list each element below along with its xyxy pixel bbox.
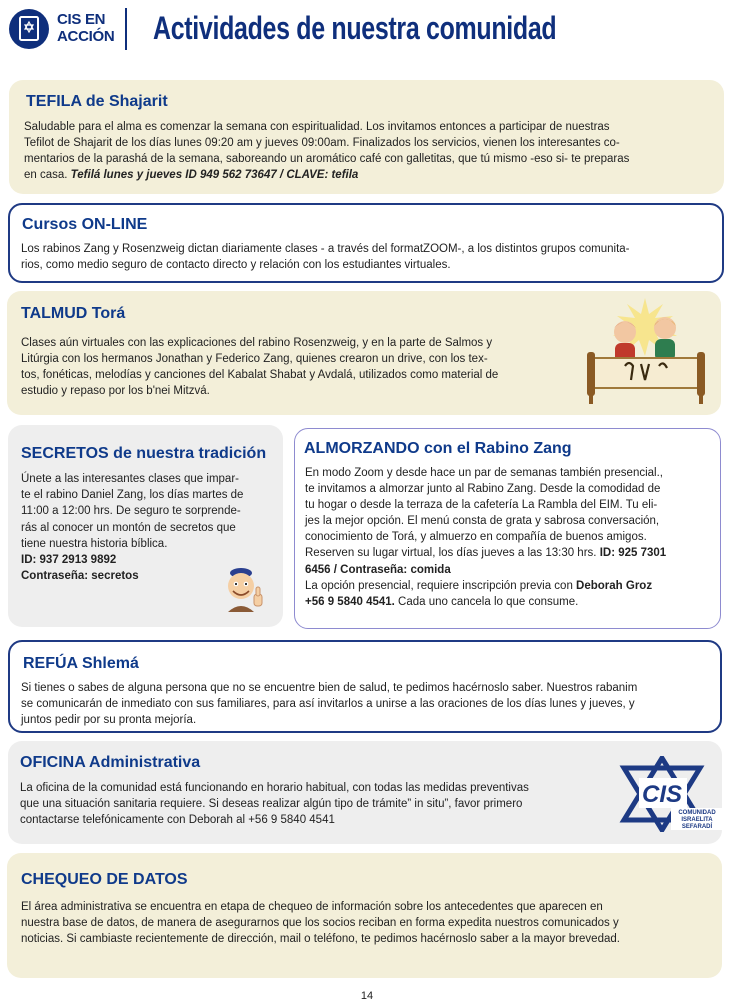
refua-line-3: juntos pedir por su pronta mejoría.	[21, 714, 197, 726]
talmud-title: TALMUD Torá	[21, 305, 126, 322]
page-title: Actividades de nuestra comunidad	[153, 10, 557, 46]
rabbi-thumbs-up-icon	[222, 564, 268, 614]
page-header	[0, 0, 733, 66]
chequeo-title: CHEQUEO DE DATOS	[21, 871, 188, 888]
talmud-line-4: estudio y repaso por los b'nei Mitzvá.	[21, 385, 210, 397]
secretos-card	[8, 425, 283, 627]
almorzando-line-2: te invitamos a almorzar junto al Rabino Zang. Desde la comodidad de	[305, 483, 661, 496]
cis-logo-sub-1: COMUNIDAD	[678, 810, 716, 816]
almorzando-contact-phone: +56 9 5840 4541.	[305, 595, 395, 608]
secretos-line-3: 11:00 a 12:00 hrs. De seguro te sorprende-	[21, 505, 241, 518]
almorzando-zoom-id: ID: 925 7301	[599, 547, 667, 560]
oficina-card	[8, 741, 722, 844]
cursos-text	[21, 241, 711, 273]
cis-logo-sub-2: ISRAELITA	[681, 817, 713, 823]
refua-line-2: se comunicarán de inmediato con sus familiares, para así invitarlos a unirse a las oraciones de los días lunes y jueves, y	[21, 698, 635, 710]
almorzando-line-9-plain: Cada uno cancela lo que consume.	[394, 595, 579, 608]
secretos-line-5: tiene nuestra historia bíblica.	[21, 537, 168, 550]
torah-children-illustration-icon	[585, 296, 707, 408]
oficina-text	[20, 780, 600, 828]
almorzando-password: 6456 / Contraseña: comida	[305, 563, 451, 576]
almorzando-contact-name: Deborah Groz	[576, 579, 653, 592]
cis-logo-sub-3: SEFARADÍ	[681, 824, 713, 830]
almorzando-line-9	[305, 594, 709, 610]
brand-line-2: ACCIÓN	[57, 28, 115, 45]
secretos-line-4: rás al conocer un montón de secretos que	[21, 521, 236, 534]
secretos-line-1: Únete a las interesantes clases que impar-	[21, 473, 239, 485]
tefila-zoom-id: Tefilá lunes y jueves ID 949 562 73647 / CLAVE: tefila	[70, 169, 359, 181]
refua-title: REFÚA Shlemá	[23, 655, 139, 672]
chequeo-line-1: El área administrativa se encuentra en etapa de chequeo de información sobre los antecedentes que aparecen en	[21, 901, 603, 913]
chequeo-text	[21, 899, 704, 947]
talmud-card	[7, 291, 721, 415]
oficina-line-2: que una situación sanitaria requiere. Si deseas realizar algún tipo de trámite” in situ”, favor primero	[20, 798, 523, 810]
tefila-card	[9, 80, 724, 194]
almorzando-title: ALMORZANDO con el Rabino Zang	[304, 440, 572, 457]
page-number: 14	[360, 990, 374, 1002]
chequeo-card	[7, 853, 722, 978]
secretos-line-2: te el rabino Daniel Zang, los días martes de	[21, 489, 244, 502]
cursos-line-1: Los rabinos Zang y Rosenzweig dictan diariamente clases - a través del formatZOOM-, a los distintos grupos comunita-	[21, 243, 630, 255]
refua-line-1: Si tienes o sabes de alguna persona que no se encuentre bien de salud, te pedimos hacérnoslo saber. Nuestros rabanim	[21, 682, 638, 694]
almorzando-card	[294, 428, 721, 629]
almorzando-line-8	[305, 578, 709, 594]
talmud-text	[21, 335, 559, 399]
oficina-line-1: La oficina de la comunidad está funcionando en horario habitual, con todas las medidas preventivas	[20, 782, 529, 794]
tefila-text	[24, 119, 708, 183]
talmud-line-1: Clases aún virtuales con las explicaciones del rabino Rosenzweig, y en la parte de Salmos y	[21, 337, 493, 349]
almorzando-line-6-plain: Reserven su lugar virtual, los días jueves a las 13:30 hrs.	[305, 547, 600, 560]
almorzando-line-1: En modo Zoom y desde hace un par de semanas también presencial.,	[305, 467, 663, 479]
cursos-line-2: rios, como medio seguro de contacto directo y relación con los estudiantes virtuales.	[21, 259, 451, 271]
almorzando-line-6	[305, 545, 709, 561]
almorzando-line-8-plain: La opción presencial, requiere inscripción previa con	[305, 579, 577, 592]
cis-community-logo-icon	[605, 756, 722, 832]
almorzando-line-5: conocimiento de Torá, y almuerzo en compañía de buenos amigos.	[305, 531, 647, 544]
chequeo-line-3: noticias. Si cambiaste recientemente de dirección, mail o teléfono, te pedimos hacérnoslo saber a la mayor brevedad.	[21, 933, 620, 945]
cis-logo-icon	[9, 9, 49, 49]
oficina-line-3: contactarse telefónicamente con Deborah al +56 9 5840 4541	[20, 814, 335, 826]
secretos-password: Contraseña: secretos	[21, 570, 139, 583]
brand-label	[57, 11, 114, 45]
refua-text	[21, 680, 712, 728]
almorzando-line-4: jes la mejor opción. El menú consta de grata y sabrosa conversación,	[305, 515, 660, 528]
tefila-line-3: mentarios de la parashá de la semana, saboreando un aromático café con galletitas, que tú mismo -eso si- te preparas	[24, 153, 630, 165]
talmud-line-3: tos, fonéticas, melodías y canciones del Kabalat Shabat y Avdalá, utilizados como material de	[21, 369, 499, 381]
chequeo-line-2: nuestra base de datos, de manera de asegurarnos que los socios reciban en forma expedita nuestros comunicados y	[21, 917, 619, 929]
oficina-title: OFICINA Administrativa	[20, 754, 201, 771]
tefila-line-2: Tefilot de Shajarit de los días lunes 09:20 am y jueves 09:00am. Finalizados los servicios, vienen los interesantes co-	[24, 137, 620, 149]
brand-line-1: CIS EN	[57, 11, 106, 28]
tefila-last-plain: en casa.	[24, 169, 71, 181]
header-divider	[125, 8, 127, 50]
cursos-card	[8, 203, 724, 283]
tefila-line-4	[24, 167, 708, 183]
tefila-line-1: Saludable para el alma es comenzar la semana con espiritualidad. Los invitamos entonces a participar de nuestras	[24, 121, 610, 133]
tefila-title: TEFILA de Shajarit	[26, 93, 168, 110]
almorzando-line-3: tu hogar o desde la terraza de la cafetería La Rambla del EIM. Tu eli-	[305, 499, 658, 512]
cursos-title: Cursos ON-LINE	[22, 216, 148, 233]
secretos-title: SECRETOS de nuestra tradición	[21, 445, 267, 462]
cis-logo-letters: CIS	[641, 781, 683, 808]
secretos-zoom-id: ID: 937 2913 9892	[21, 554, 117, 567]
refua-card	[8, 640, 722, 733]
almorzando-text	[305, 465, 709, 610]
talmud-line-2: Litúrgia con los hermanos Jonathan y Federico Zang, quienes crearon un drive, con los tex-	[21, 353, 488, 365]
